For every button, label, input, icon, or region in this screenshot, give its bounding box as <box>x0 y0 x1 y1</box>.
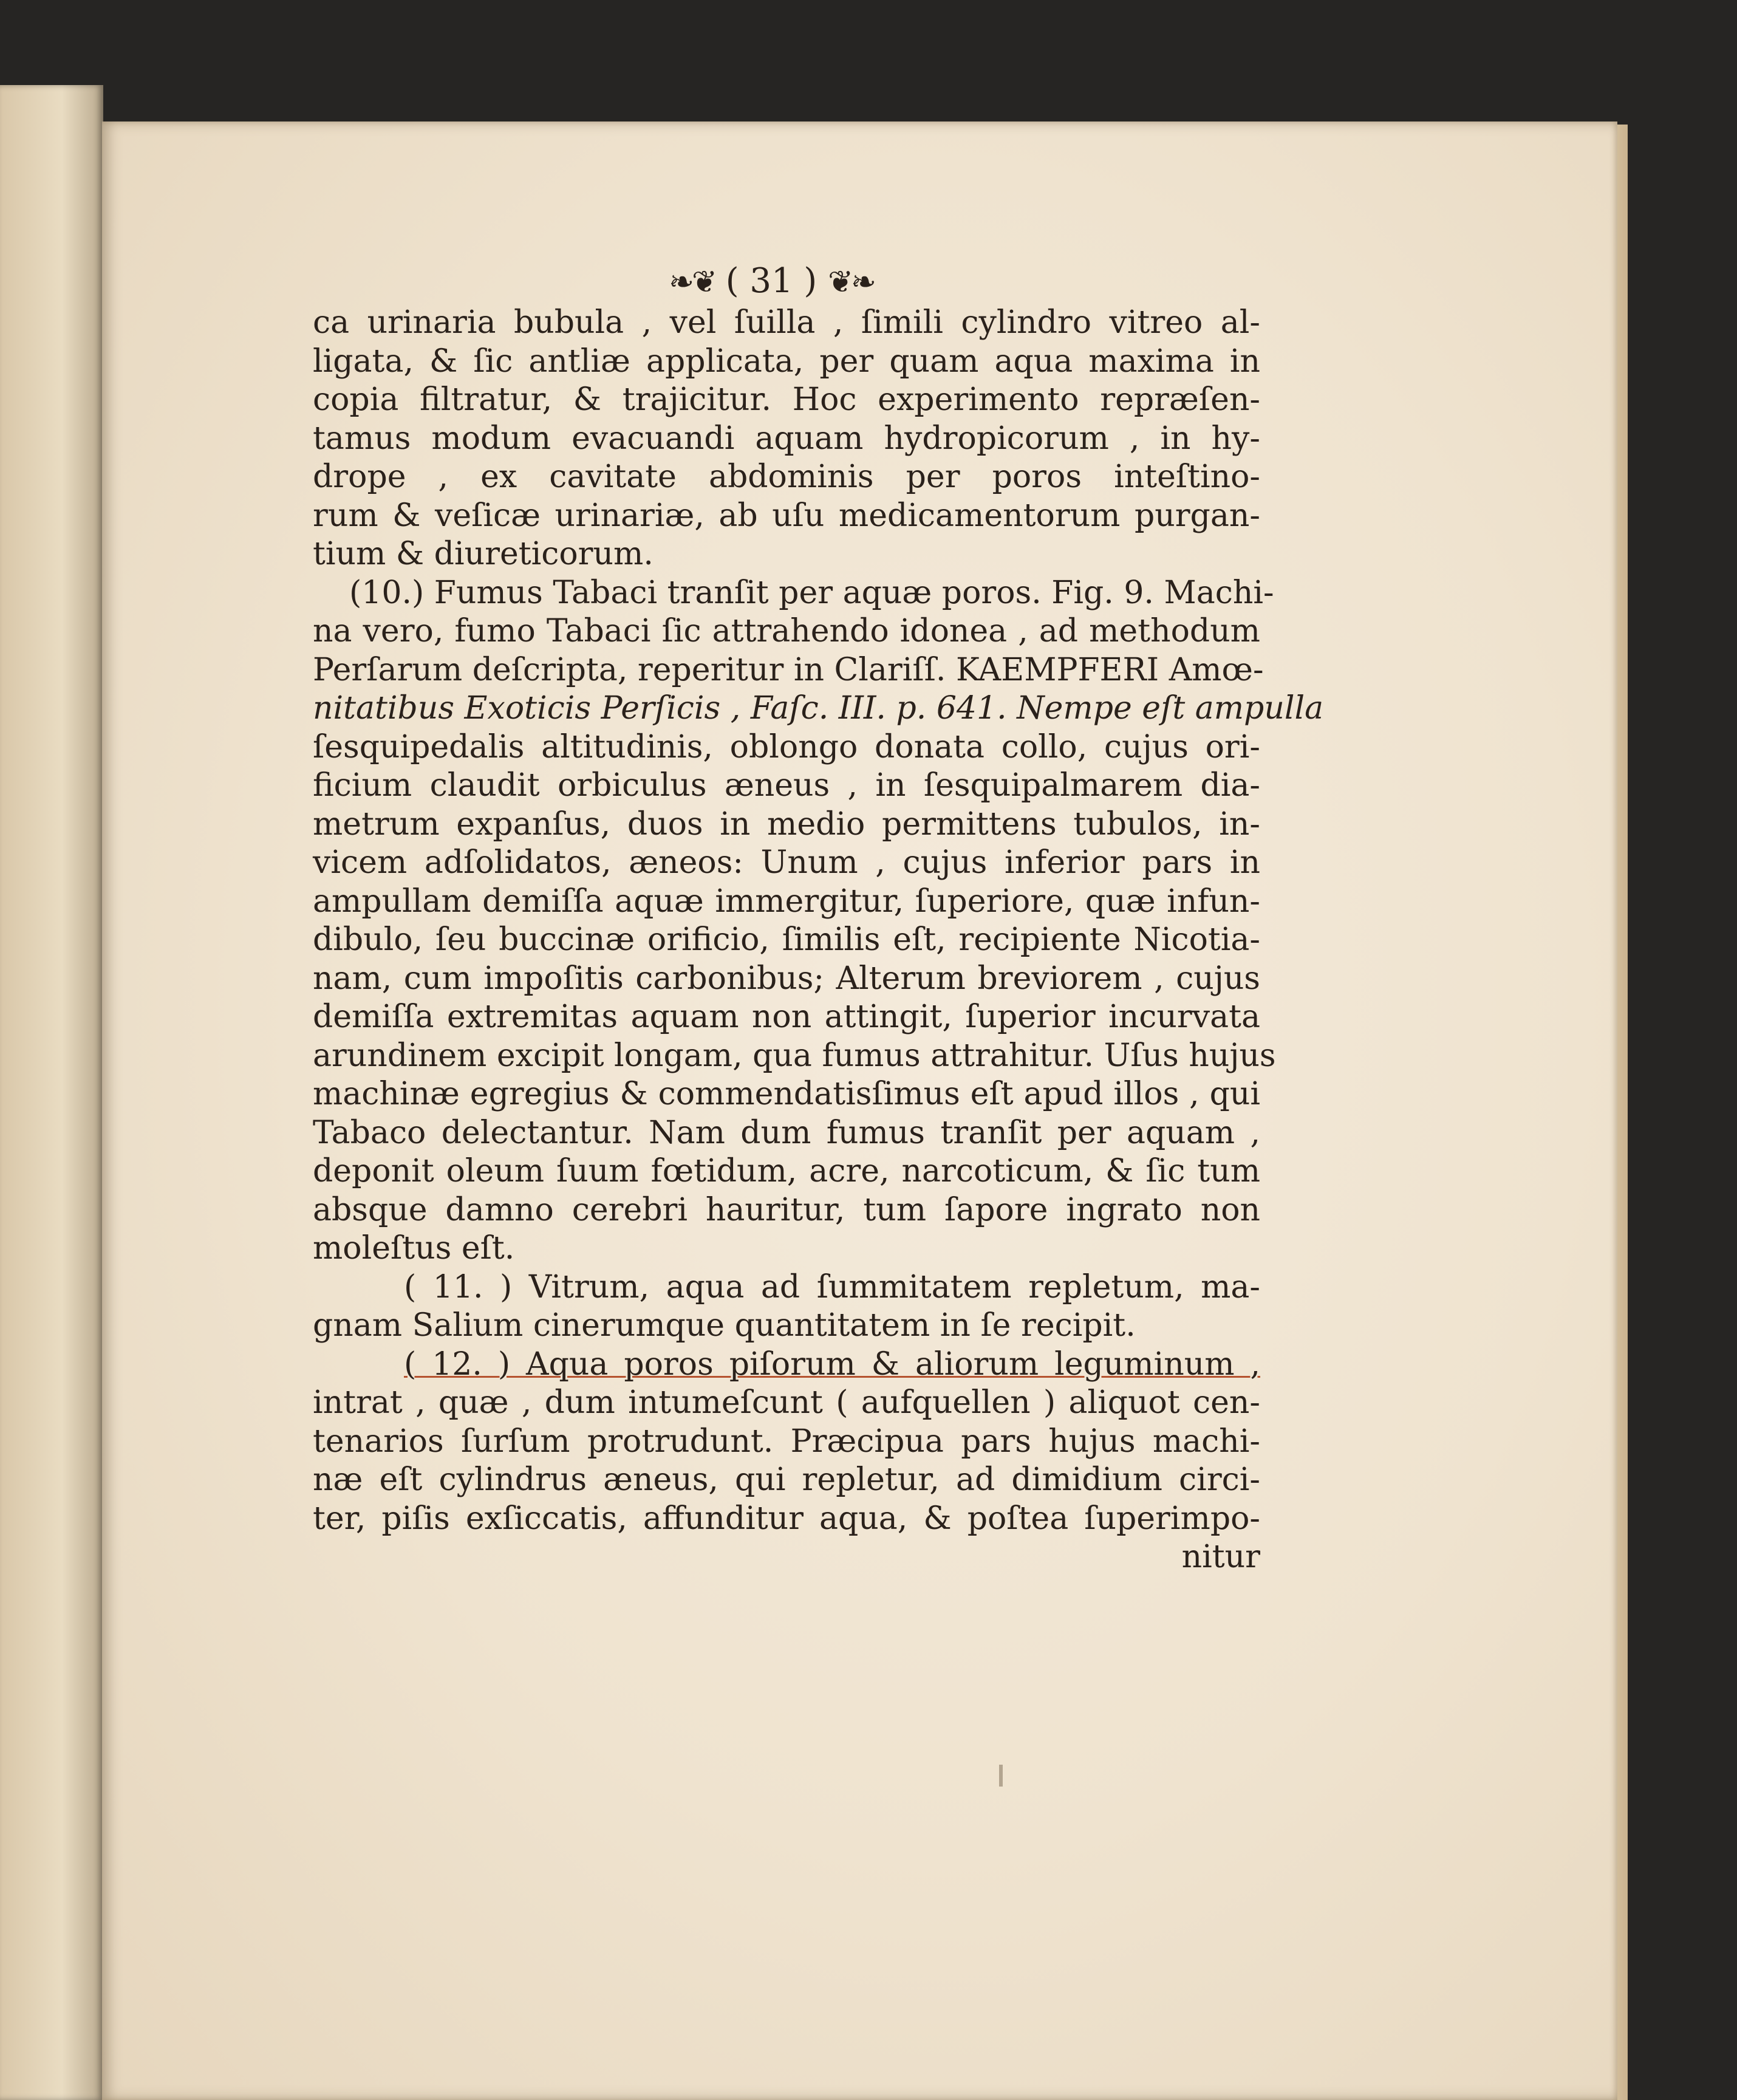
text-line: ficium claudit orbiculus æneus , in ſesquipalmarem dia- <box>313 767 1260 804</box>
text-line: (10.) Fumus Tabaci tranſit per aquæ poros. Fig. 9. Machi- <box>349 574 1274 611</box>
text-line: tenarios ſurſum protrudunt. Præcipua pars hujus machi- <box>313 1423 1260 1460</box>
text-line: ca urinaria bubula , vel ſuilla , ſimili cylindro vitreo al- <box>313 304 1260 341</box>
text-line-underlined: ( 12. ) Aqua poros piſorum & aliorum leguminum , <box>404 1346 1260 1383</box>
page-header <box>668 261 875 310</box>
body-text <box>313 304 1324 1577</box>
text-line: moleſtus eſt. <box>313 1230 515 1267</box>
text-line: copia filtratur, & trajicitur. Hoc experimento repræſen- <box>313 381 1260 418</box>
page-blemish <box>999 1765 1003 1787</box>
text-line: nitatibus Exoticis Perſicis , Faſc. III. p. 641. Nempe eſt ampulla <box>313 690 1324 727</box>
text-line: tamus modum evacuandi aquam hydropicorum , in hy- <box>313 420 1260 457</box>
text-line: nam, cum impoſitis carbonibus; Alterum breviorem , cujus <box>313 960 1260 997</box>
ornament-left-icon: ❧❦ <box>669 264 715 299</box>
text-line: næ eſt cylindrus æneus, qui repletur, ad dimidium circi- <box>313 1462 1260 1498</box>
text-line: gnam Salium cinerumque quantitatem in ſe recipit. <box>313 1307 1136 1344</box>
text-line: demiſſa extremitas aquam non attingit, ſuperior incurvata <box>313 999 1260 1035</box>
text-line: ( 11. ) Vitrum, aqua ad ſummitatem repletum, ma- <box>404 1268 1260 1305</box>
text-line: arundinem excipit longam, qua fumus attrahitur. Uſus hujus <box>313 1037 1276 1074</box>
text-line: deponit oleum ſuum fœtidum, acre, narcoticum, & ſic tum <box>313 1153 1260 1189</box>
text-line: tium & diureticorum. <box>313 536 654 572</box>
catchword: nitur <box>1181 1539 1260 1575</box>
text-line: absque damno cerebri hauritur, tum ſapore ingrato non <box>313 1191 1260 1228</box>
text-line: ſesquipedalis altitudinis, oblongo donata collo, cujus ori- <box>313 728 1260 765</box>
text-line: drope , ex cavitate abdominis per poros inteſtino- <box>313 459 1260 495</box>
text-line: vicem adſolidatos, æneos: Unum , cujus inferior pars in <box>313 844 1260 881</box>
text-line: na vero, fumo Tabaci ſic attrahendo idonea , ad methodum <box>313 613 1260 649</box>
text-line: ter, piſis exſiccatis, affunditur aqua, & poſtea ſuperimpo- <box>313 1500 1260 1537</box>
text-line: ligata, & ſic antliæ applicata, per quam aqua maxima in <box>313 343 1260 380</box>
text-line: metrum expanſus, duos in medio permittens tubulos, in- <box>313 805 1260 843</box>
text-line: ampullam demiſſa aquæ immergitur, ſuperiore, quæ infun- <box>313 883 1260 920</box>
text-line: dibulo, ſeu buccinæ orificio, ſimilis eſt, recipiente Nicotia- <box>313 922 1260 958</box>
left-page-edge <box>0 85 103 2100</box>
text-line: machinæ egregius & commendatisſimus eſt apud illos , qui <box>313 1076 1260 1112</box>
text-line: rum & veſicæ urinariæ, ab uſu medicamentorum purgan- <box>313 497 1260 534</box>
text-line: Tabaco delectantur. Nam dum fumus tranſit per aquam , <box>313 1114 1260 1151</box>
text-line: intrat , quæ , dum intumeſcunt ( aufquellen ) aliquot cen- <box>313 1384 1260 1421</box>
text-line: Perſarum deſcripta, reperitur in Clariſſ. KAEMPFERI Amœ- <box>313 651 1264 688</box>
ornament-right-icon: ❦❧ <box>828 264 874 299</box>
page-number: ( 31 ) <box>725 261 817 301</box>
